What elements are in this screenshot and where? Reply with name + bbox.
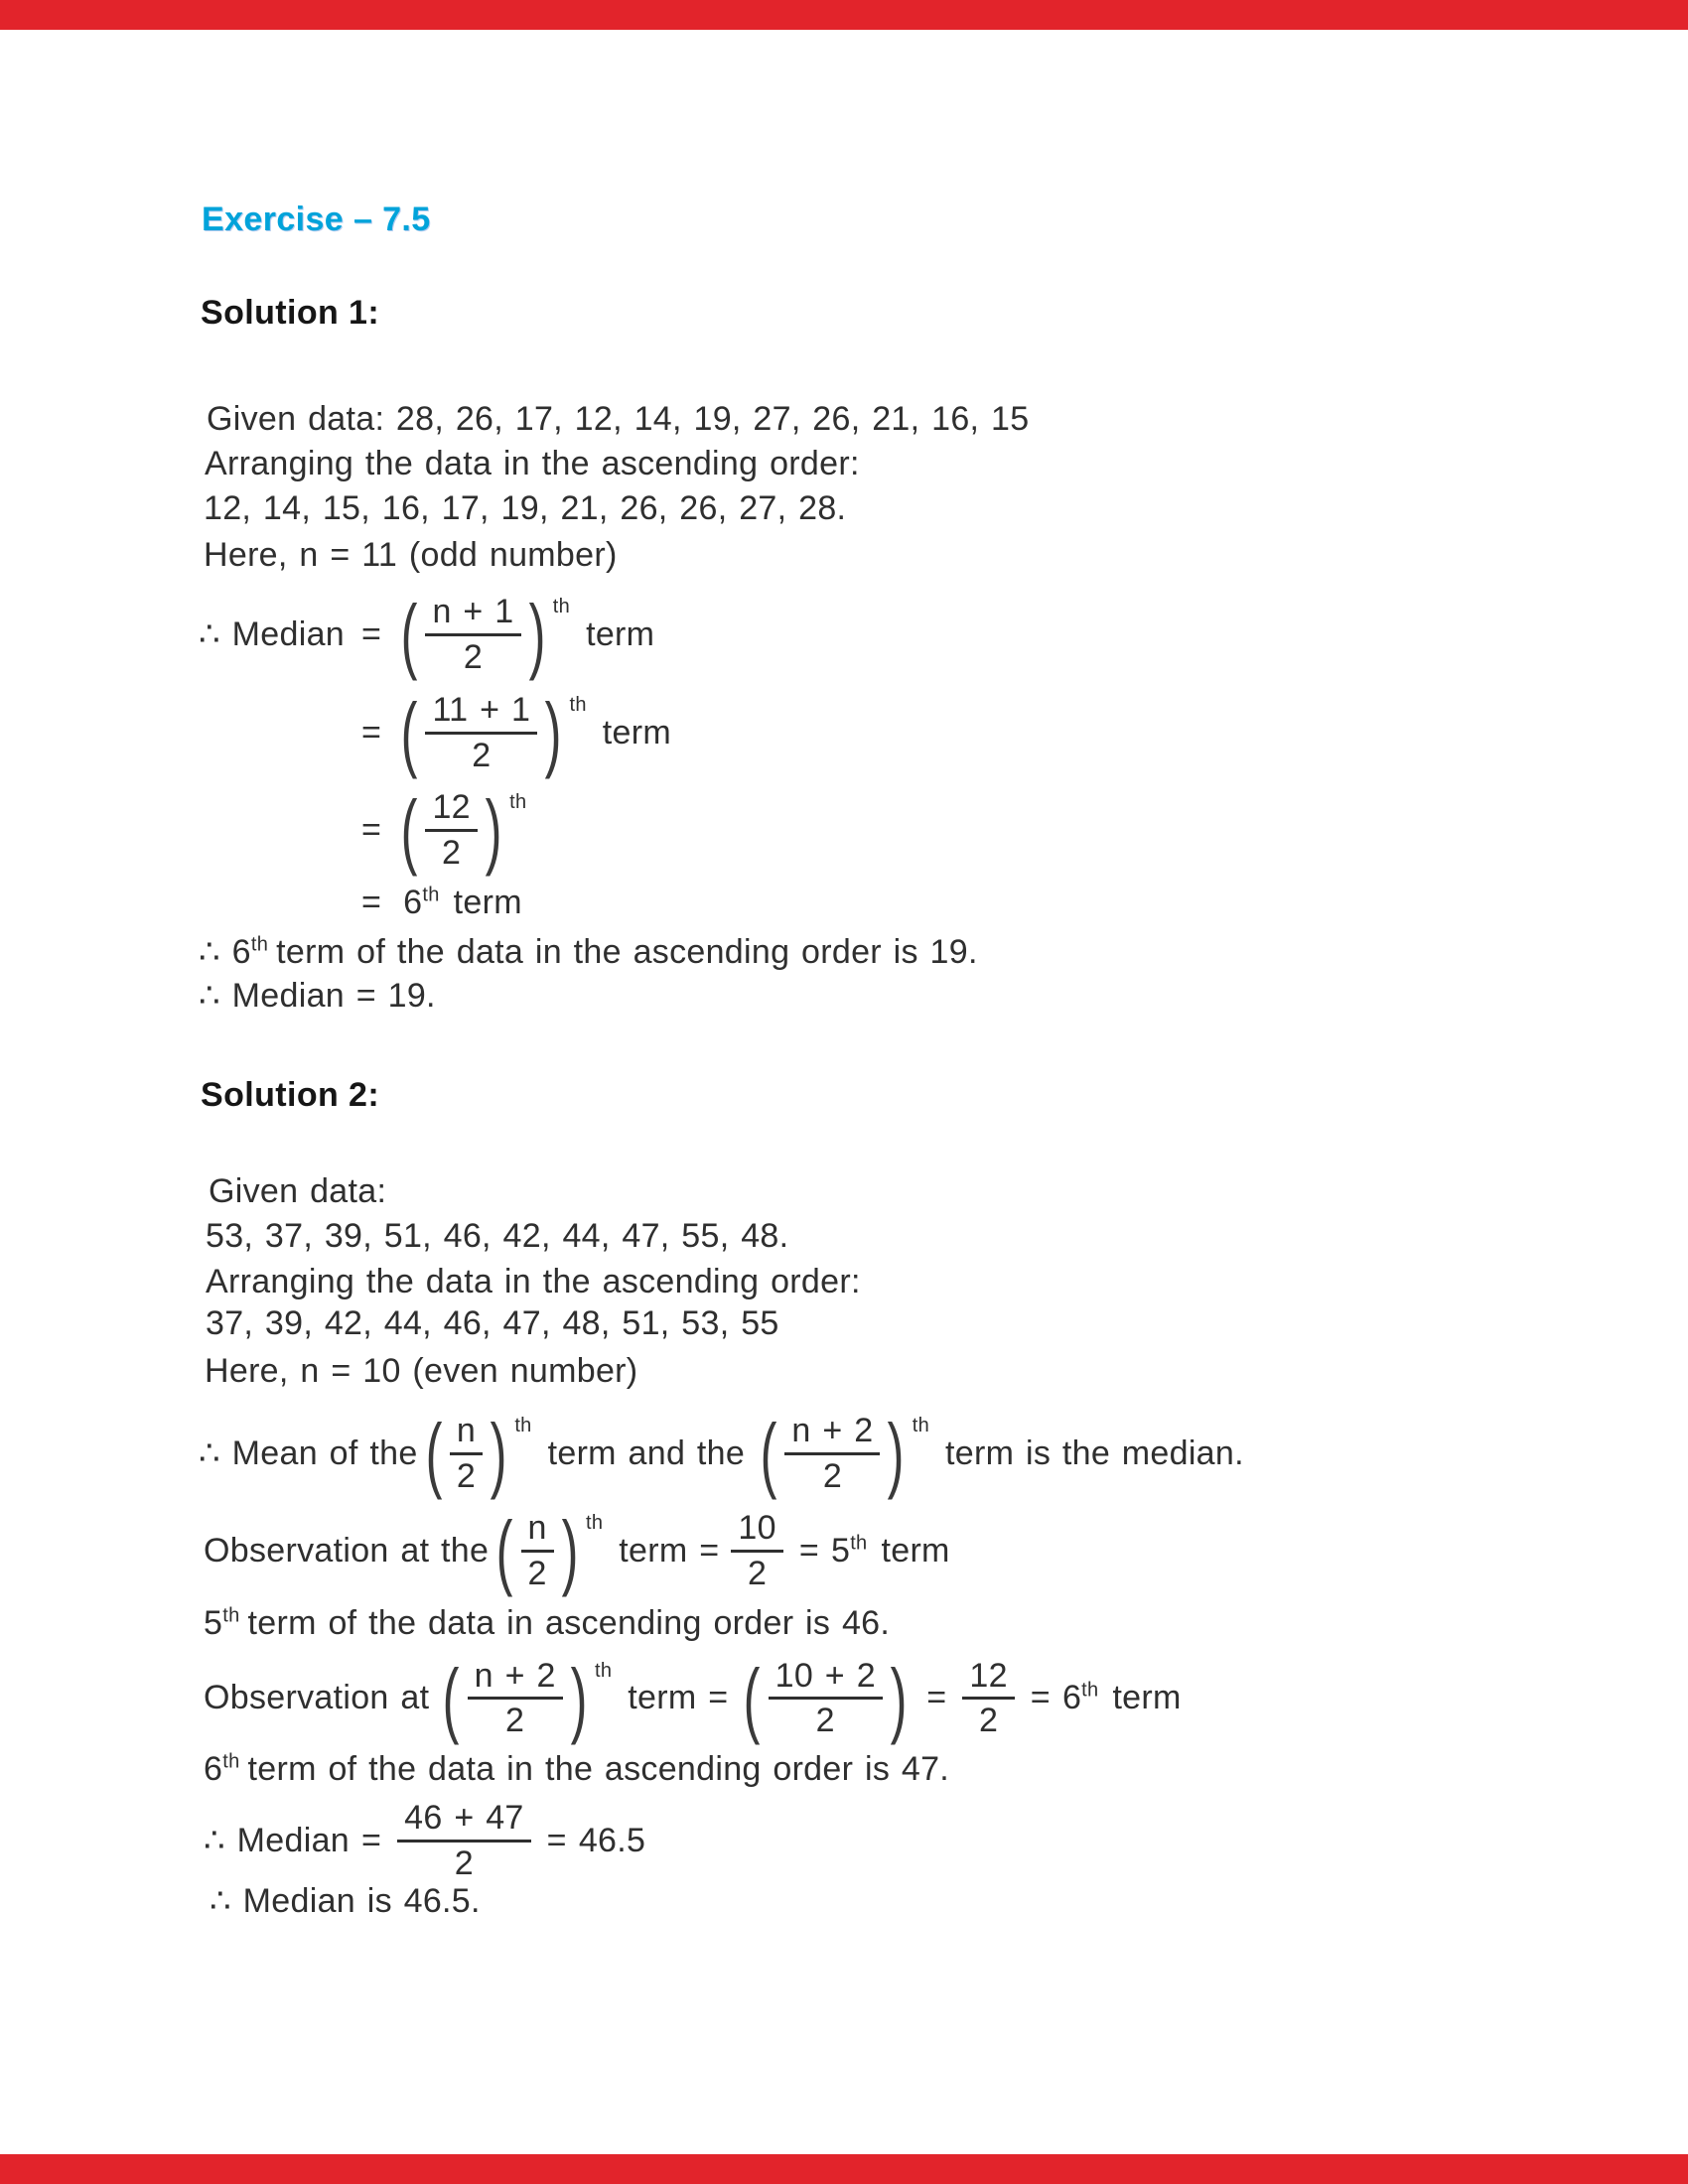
open-paren: (: [495, 1504, 513, 1597]
bottom-red-bar: [0, 2154, 1688, 2184]
open-paren: (: [400, 783, 418, 877]
fraction-denominator: 2: [784, 1452, 880, 1495]
ordinal-suffix: th: [552, 596, 571, 617]
fraction-denominator: 2: [521, 1550, 554, 1592]
open-paren: (: [400, 686, 418, 779]
close-paren: ): [544, 686, 562, 779]
solution2-heading: Solution 2:: [201, 1076, 380, 1114]
s1-median-formula-step4: [199, 883, 522, 922]
open-paren: (: [744, 1651, 761, 1745]
ordinal-suffix: th: [1081, 1679, 1099, 1702]
paren-fraction-group: [395, 686, 587, 779]
close-paren: ): [490, 1407, 507, 1500]
fraction: [397, 1799, 531, 1881]
value: 6: [1061, 1679, 1082, 1716]
paren-fraction-group: [738, 1651, 913, 1745]
fraction-numerator: n: [527, 1509, 547, 1548]
line-post: term of the data in ascending order is 46.: [247, 1604, 891, 1642]
ordinal-suffix: th: [514, 1415, 532, 1436]
fraction-denominator: 2: [425, 633, 520, 676]
s2-median-formula-line: [204, 1799, 646, 1882]
term-label: term: [586, 614, 655, 653]
ordinal-suffix: th: [222, 1750, 240, 1773]
value: 5: [830, 1531, 851, 1570]
fraction: [784, 1412, 880, 1494]
equals-sign: =: [361, 614, 382, 653]
fraction-denominator: 2: [962, 1697, 1014, 1739]
s2-mean-formula-line: [199, 1404, 1244, 1503]
equals-sign: =: [926, 1679, 947, 1716]
fraction: [425, 788, 477, 871]
ordinal-value: [403, 884, 440, 922]
fraction-numerator: n + 1: [432, 593, 514, 631]
fraction-denominator: 2: [425, 829, 477, 872]
mid-text: term and the: [547, 1433, 746, 1472]
equals-sign: =: [361, 883, 382, 921]
fraction-denominator: 2: [731, 1550, 782, 1592]
paren-fraction-group: [437, 1651, 613, 1745]
fraction-numerator: 11 + 1: [432, 691, 531, 730]
solution1-heading: Solution 1:: [201, 294, 380, 332]
paren-fraction-group: [491, 1504, 604, 1597]
equals-sign: =: [361, 713, 382, 751]
s1-sixth-term-line: [199, 934, 978, 970]
formula-lead: ∴ Median: [199, 615, 345, 653]
fraction-denominator: 2: [769, 1697, 883, 1739]
open-paren: (: [400, 588, 418, 681]
s1-sorted-data-line: 12, 14, 15, 16, 17, 19, 21, 26, 26, 27, 28.: [204, 489, 847, 527]
fraction-denominator: 2: [450, 1452, 483, 1495]
close-paren: ): [485, 783, 502, 877]
fraction: [769, 1657, 883, 1739]
s2-count-line: Here, n = 10 (even number): [205, 1352, 638, 1390]
fraction-numerator: 46 + 47: [404, 1799, 524, 1838]
fraction: [521, 1509, 554, 1591]
s2-arranging-line: Arranging the data in the ascending order:: [206, 1263, 861, 1300]
term-label: term: [1112, 1679, 1182, 1716]
s1-count-line: Here, n = 11 (odd number): [204, 536, 618, 574]
ordinal-suffix: th: [586, 1512, 604, 1534]
s2-given-data-line: 53, 37, 39, 51, 46, 42, 44, 47, 55, 48.: [206, 1217, 789, 1255]
fraction: [425, 691, 537, 773]
fraction-denominator: 2: [425, 732, 537, 774]
fraction: [450, 1412, 483, 1494]
s2-observation1-line: [204, 1501, 950, 1600]
close-paren: ): [570, 1651, 588, 1745]
tail-text: term is the median.: [945, 1433, 1244, 1472]
formula-lead: Observation at: [204, 1679, 430, 1716]
ordinal-suffix: th: [594, 1659, 613, 1682]
s1-median-formula-step2: [199, 685, 671, 780]
paren-fraction-group: [395, 783, 527, 877]
fraction-numerator: n: [456, 1412, 477, 1450]
s1-given-data-line: Given data: 28, 26, 17, 12, 14, 19, 27, 26, 21, 16, 15: [207, 400, 1030, 438]
top-red-bar: [0, 0, 1688, 30]
s2-sixth-term-line: [204, 1751, 949, 1787]
s1-median-formula-step1: [199, 587, 654, 682]
ordinal-value: [831, 1532, 868, 1570]
fraction-numerator: 10 + 2: [774, 1656, 876, 1695]
mid-text: term =: [628, 1679, 729, 1716]
equals-sign: =: [546, 1821, 567, 1859]
result-value: 46.5: [578, 1821, 646, 1859]
term-label: term: [453, 883, 522, 921]
line-pre: 6: [204, 1750, 223, 1788]
fraction: [425, 593, 520, 675]
fraction: [962, 1657, 1014, 1739]
ordinal-suffix: th: [422, 884, 440, 906]
line-post: term of the data in the ascending order is 47.: [247, 1750, 950, 1788]
equals-sign: =: [361, 810, 382, 849]
close-paren: ): [890, 1651, 908, 1745]
s1-median-result-line: ∴ Median = 19.: [199, 977, 436, 1015]
ordinal-suffix: th: [250, 933, 269, 956]
ordinal-suffix: th: [912, 1415, 930, 1436]
s2-sorted-data-line: 37, 39, 42, 44, 46, 47, 48, 51, 53, 55: [206, 1304, 779, 1342]
formula-lead: ∴ Median: [204, 1822, 350, 1859]
fraction-numerator: 12: [969, 1656, 1008, 1695]
line-pre: ∴ 6: [199, 933, 251, 971]
s2-observation2-line: [204, 1646, 1182, 1750]
close-paren: ): [528, 588, 546, 681]
ordinal-suffix: th: [222, 1604, 240, 1627]
paren-fraction-group: [420, 1407, 532, 1500]
line-post: term of the data in the ascending order is 19.: [276, 933, 978, 971]
fraction-numerator: 12: [432, 788, 471, 827]
fraction-numerator: 10: [738, 1509, 776, 1548]
ordinal-suffix: th: [850, 1532, 868, 1555]
line-pre: 5: [204, 1604, 223, 1642]
open-paren: (: [442, 1651, 460, 1745]
term-label: term: [602, 713, 671, 751]
exercise-title: Exercise – 7.5: [202, 201, 431, 238]
s1-median-formula-step3: [199, 784, 528, 876]
term-label: term: [881, 1531, 950, 1570]
open-paren: (: [425, 1407, 443, 1500]
s2-final-line: ∴ Median is 46.5.: [210, 1882, 481, 1920]
close-paren: ): [888, 1407, 906, 1500]
s2-fifth-term-line: [204, 1605, 890, 1641]
equals-sign: =: [798, 1531, 819, 1570]
formula-lead: ∴ Mean of the: [199, 1434, 418, 1472]
value: 6: [403, 883, 423, 921]
paren-fraction-group: [755, 1407, 930, 1500]
mid-text: term =: [619, 1531, 720, 1570]
paren-fraction-group: [395, 588, 571, 681]
open-paren: (: [760, 1407, 777, 1500]
s2-given-label-line: Given data:: [209, 1172, 387, 1210]
formula-lead: Observation at the: [204, 1531, 490, 1570]
ordinal-suffix: th: [569, 694, 587, 716]
ordinal-suffix: th: [509, 791, 527, 813]
ordinal-value: [1062, 1679, 1099, 1717]
fraction-denominator: 2: [468, 1697, 563, 1739]
equals-sign: =: [361, 1821, 382, 1859]
close-paren: ): [561, 1504, 579, 1597]
fraction: [468, 1657, 563, 1739]
s1-arranging-line: Arranging the data in the ascending order:: [205, 445, 860, 482]
equals-sign: =: [1030, 1679, 1051, 1716]
fraction: [731, 1509, 782, 1591]
fraction-numerator: n + 2: [791, 1412, 874, 1450]
fraction-denominator: 2: [397, 1840, 531, 1882]
fraction-numerator: n + 2: [474, 1656, 556, 1695]
